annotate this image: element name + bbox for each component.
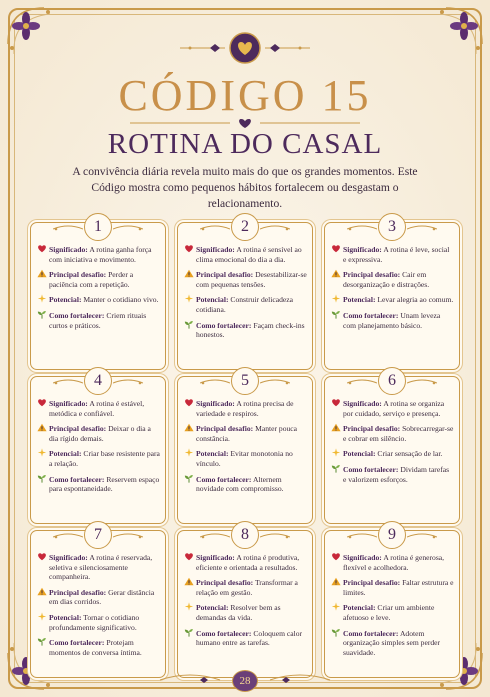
item-label: Significado: [343, 553, 382, 562]
item-text: Façam check-ins honestos. [196, 320, 305, 340]
item-text: Criar base resistente para a relação. [49, 449, 160, 468]
heart-icon [37, 552, 49, 562]
card-item-significado [37, 399, 160, 418]
card-item-fortalecer [184, 629, 307, 648]
wing-flourish-icon [200, 225, 230, 233]
item-label: Principal desafio: [343, 578, 401, 588]
item-label: Principal desafio: [196, 578, 254, 588]
card-item-desafio [331, 270, 454, 289]
sprout-icon [331, 310, 343, 320]
card-items [37, 399, 160, 500]
wing-flourish-icon [260, 225, 290, 233]
card-item-desafio [184, 424, 307, 443]
card-items [184, 399, 307, 500]
item-label: Principal desafio: [49, 587, 107, 597]
item-label: Como fortalecer: [343, 311, 399, 321]
wing-flourish-icon [407, 379, 437, 387]
item-text: Resolver bem as demandas da vida. [196, 603, 281, 622]
card-number: 9 [378, 521, 406, 549]
heart-icon [37, 244, 49, 254]
heart-medallion-icon [170, 30, 320, 66]
wing-flourish-icon [113, 533, 143, 541]
item-text: Reservem espaço para espontaneidade. [49, 474, 160, 494]
item-text: A rotina é reservada, seletiva e silenciosamente companheira. [49, 553, 153, 582]
heart-icon [184, 552, 196, 562]
card-item-fortalecer [37, 638, 160, 657]
warning-icon [331, 423, 343, 433]
warning-icon [37, 269, 49, 279]
item-text: A rotina é sensível ao clima emocional do dia a dia. [196, 245, 302, 264]
item-label: Como fortalecer: [49, 474, 105, 484]
item-text: Gerar distância em dias corridos. [49, 587, 155, 607]
code-card-6 [324, 372, 460, 524]
item-label: Como fortalecer: [196, 320, 252, 330]
item-label: Principal desafio: [343, 270, 401, 280]
item-label: Significado: [343, 399, 382, 408]
heart-icon [331, 552, 343, 562]
card-item-desafio [184, 270, 307, 289]
sprout-icon [184, 474, 196, 484]
code-card-1 [30, 218, 166, 370]
item-label: Como fortalecer: [49, 638, 105, 648]
item-text: A rotina é generosa, flexível e acolhedora. [343, 553, 445, 572]
card-item-potencial [184, 295, 307, 314]
item-text: Faltar estrutura e limites. [343, 578, 454, 597]
card-item-fortalecer [331, 311, 454, 330]
card-number: 1 [84, 213, 112, 241]
item-label: Potencial: [49, 295, 82, 305]
page-subtitle: ROTINA DO CASAL [107, 128, 383, 160]
item-text: Evitar monotonia no vínculo. [196, 449, 293, 468]
card-item-significado [331, 245, 454, 264]
code-card-3 [324, 218, 460, 370]
card-number: 7 [84, 521, 112, 549]
wing-flourish-icon [200, 379, 230, 387]
item-label: Potencial: [196, 603, 229, 613]
heart-icon [331, 244, 343, 254]
item-label: Principal desafio: [49, 270, 107, 280]
intro-paragraph: A convivência diária revela muito mais do que os grandes momentos. Este Código mostra como pequenos hábitos fortalecem ou desgastam o relacionamento. [72, 165, 418, 210]
item-label: Significado: [49, 553, 88, 562]
item-text: Criem rituais curtos e práticos. [49, 311, 147, 330]
item-label: Significado: [49, 399, 88, 408]
item-label: Como fortalecer: [343, 465, 399, 475]
card-item-desafio [184, 578, 307, 597]
sprout-icon [37, 637, 49, 647]
heart-icon [331, 398, 343, 408]
item-label: Significado: [196, 245, 235, 254]
sparkle-icon [37, 294, 49, 304]
item-text: Perder a paciência com a repetição. [49, 270, 134, 289]
card-item-significado [184, 553, 307, 572]
item-label: Potencial: [196, 449, 229, 459]
card-item-significado [184, 245, 307, 264]
wing-flourish-icon [113, 379, 143, 387]
card-item-significado [184, 399, 307, 418]
card-item-potencial [37, 295, 160, 305]
warning-icon [184, 577, 196, 587]
item-text: A rotina se organiza por cuidado, serviço e presença. [343, 399, 445, 418]
card-item-fortalecer [184, 321, 307, 340]
item-text: Adotem organização simples sem perder suavidade. [343, 628, 441, 657]
item-text: Manter pouca constância. [196, 424, 298, 443]
item-text: Desestabilizar-se com pequenas tensões. [196, 270, 307, 289]
card-items [37, 553, 160, 663]
item-text: Alternem novidade com compromisso. [196, 474, 284, 494]
code-card-9 [324, 526, 460, 678]
item-label: Significado: [196, 553, 235, 562]
corner-flourish-icon [4, 4, 60, 60]
card-items [331, 245, 454, 337]
page-title: CÓDIGO 15 [118, 71, 372, 120]
item-label: Potencial: [49, 449, 82, 459]
code-card-5 [177, 372, 313, 524]
item-text: A rotina é leve, social e expressiva. [343, 245, 450, 264]
wing-flourish-icon [260, 533, 290, 541]
sparkle-icon [331, 294, 343, 304]
item-text: Tornar o cotidiano profundamente significativo. [49, 612, 140, 632]
card-item-fortalecer [331, 465, 454, 484]
card-item-significado [37, 553, 160, 582]
sparkle-icon [37, 448, 49, 458]
wing-flourish-icon [347, 533, 377, 541]
card-number: 8 [231, 521, 259, 549]
card-item-potencial [37, 449, 160, 468]
wing-flourish-icon [260, 379, 290, 387]
item-label: Principal desafio: [196, 270, 254, 280]
item-text: Protejam momentos de conversa íntima. [49, 638, 142, 657]
warning-icon [331, 577, 343, 587]
card-items [331, 399, 454, 491]
card-item-desafio [37, 588, 160, 607]
item-label: Potencial: [49, 612, 82, 622]
item-text: A rotina precisa de variedade e respiros. [196, 399, 294, 418]
item-label: Principal desafio: [196, 424, 254, 434]
item-text: Unam leveza com planejamento básico. [343, 311, 441, 330]
item-label: Como fortalecer: [343, 628, 399, 638]
item-text: Sobrecarregar-se e cobrar em silêncio. [343, 424, 454, 443]
code-card-2 [177, 218, 313, 370]
sparkle-icon [331, 448, 343, 458]
card-number: 2 [231, 213, 259, 241]
item-label: Potencial: [343, 449, 376, 459]
sprout-icon [331, 628, 343, 638]
item-text: Criar um ambiente afetuoso e leve. [343, 603, 435, 622]
item-label: Principal desafio: [49, 424, 107, 434]
card-item-fortalecer [184, 475, 307, 494]
heart-icon [37, 398, 49, 408]
item-text: A rotina ganha força com iniciativa e movimento. [49, 245, 152, 264]
item-label: Como fortalecer: [196, 474, 252, 484]
sprout-icon [37, 474, 49, 484]
page-number: 28 [232, 670, 258, 692]
wing-flourish-icon [200, 533, 230, 541]
card-items [184, 553, 307, 654]
code-card-4 [30, 372, 166, 524]
card-item-potencial [184, 603, 307, 622]
card-item-potencial [37, 613, 160, 632]
heart-icon [184, 398, 196, 408]
card-number: 5 [231, 367, 259, 395]
item-label: Como fortalecer: [196, 628, 252, 638]
item-text: Dividam tarefas e valorizem esforços. [343, 465, 450, 484]
card-item-potencial [331, 449, 454, 459]
item-label: Significado: [343, 245, 382, 254]
warning-icon [331, 269, 343, 279]
item-text: Coloquem calor humano entre as tarefas. [196, 628, 303, 648]
sparkle-icon [184, 294, 196, 304]
item-label: Potencial: [343, 295, 376, 305]
wing-flourish-icon [347, 225, 377, 233]
item-label: Potencial: [343, 603, 376, 613]
card-item-significado [331, 553, 454, 572]
wing-flourish-icon [53, 379, 83, 387]
sparkle-icon [184, 602, 196, 612]
item-text: A rotina é estável, metódica e confiável. [49, 399, 145, 418]
item-label: Significado: [196, 399, 235, 408]
warning-icon [37, 587, 49, 597]
card-item-desafio [331, 424, 454, 443]
card-item-desafio [331, 578, 454, 597]
warning-icon [184, 269, 196, 279]
code-card-7 [30, 526, 166, 678]
card-item-potencial [331, 295, 454, 305]
item-text: Cair em desorganização e distrações. [343, 270, 430, 289]
sparkle-icon [37, 612, 49, 622]
card-items [37, 245, 160, 337]
card-item-significado [37, 245, 160, 264]
warning-icon [37, 423, 49, 433]
item-label: Principal desafio: [343, 424, 401, 434]
card-number: 4 [84, 367, 112, 395]
code-card-8 [177, 526, 313, 678]
card-item-fortalecer [331, 629, 454, 658]
wing-flourish-icon [347, 379, 377, 387]
corner-flourish-icon [430, 4, 486, 60]
item-label: Significado: [49, 245, 88, 254]
heart-icon [184, 244, 196, 254]
item-text: Construir delicadeza cotidiana. [196, 295, 294, 314]
wing-flourish-icon [407, 225, 437, 233]
card-items [184, 245, 307, 346]
card-item-potencial [184, 449, 307, 468]
item-text: Criar sensação de lar. [377, 449, 443, 459]
card-item-fortalecer [37, 311, 160, 330]
card-items [331, 553, 454, 663]
sparkle-icon [331, 602, 343, 612]
wing-flourish-icon [53, 225, 83, 233]
card-item-fortalecer [37, 475, 160, 494]
wing-flourish-icon [113, 225, 143, 233]
sprout-icon [184, 628, 196, 638]
card-item-desafio [37, 424, 160, 443]
card-number: 6 [378, 367, 406, 395]
item-label: Como fortalecer: [49, 311, 105, 321]
sprout-icon [331, 464, 343, 474]
card-item-potencial [331, 603, 454, 622]
item-text: Manter o cotidiano vivo. [83, 295, 159, 305]
sparkle-icon [184, 448, 196, 458]
wing-flourish-icon [53, 533, 83, 541]
item-text: Levar alegria ao comum. [377, 295, 454, 305]
warning-icon [184, 423, 196, 433]
item-text: Transformar a relação em gestão. [196, 578, 298, 597]
item-label: Potencial: [196, 295, 229, 305]
card-number: 3 [378, 213, 406, 241]
item-text: A rotina é produtiva, eficiente e orientada a resultados. [196, 553, 300, 572]
sprout-icon [184, 320, 196, 330]
item-text: Deixar o dia a dia rígido demais. [49, 424, 151, 443]
sprout-icon [37, 310, 49, 320]
card-item-desafio [37, 270, 160, 289]
card-item-significado [331, 399, 454, 418]
wing-flourish-icon [407, 533, 437, 541]
